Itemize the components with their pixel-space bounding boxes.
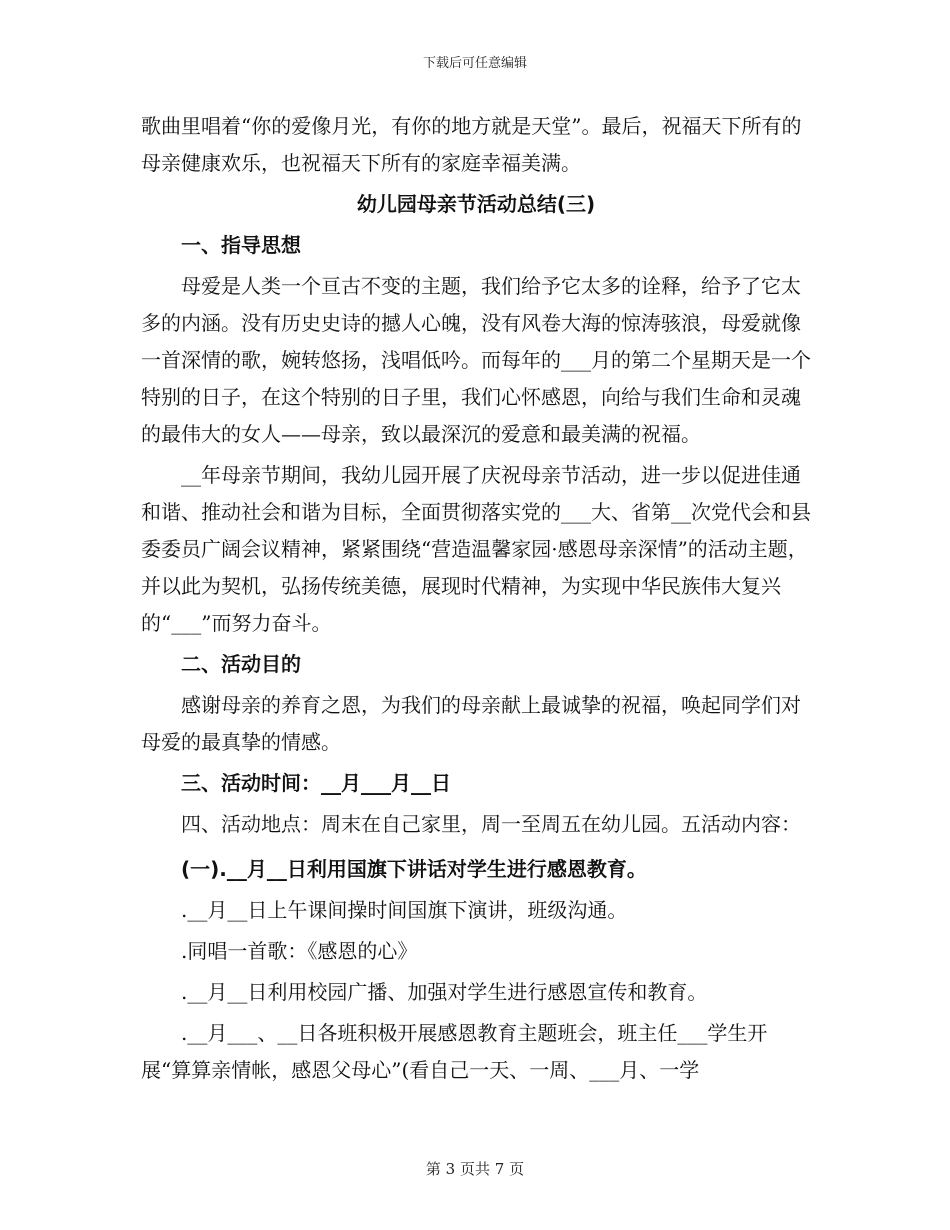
list-item: .__月__日上午课间操时间国旗下演讲，班级沟通。 [181, 898, 628, 922]
list-item: .同唱一首歌：《感恩的心》 [181, 939, 418, 963]
section-heading-2: 二、活动目的 [181, 652, 301, 676]
section-heading-1: 一、指导思想 [181, 233, 301, 257]
section1-paragraph-1: 母爱是人类一个亘古不变的主题，我们给予它太多的诠释，给予了它太多的内涵。没有历史史诗的撼人心魄，没有风卷大海的惊涛骇浪，母爱就像一首深情的歌，婉转悠扬，浅唱低吟。而每年的___月的第二个星期天是一个特别的日子，在这个特别的日子里，我们心怀感恩，向给与我们生命和灵魂的最伟大的女人——母亲，致以最深沉的爱意和最美满的祝福。 [141, 274, 811, 446]
section-heading-3: 三、活动时间：__月___月__日 [181, 771, 451, 795]
section1-paragraph-2: __年母亲节期间，我幼儿园开展了庆祝母亲节活动，进一步以促进佳通和谐、推动社会和谐为目标，全面贯彻落实党的___大、省第__次党代会和县委委员广阔会议精神，紧紧围绕“营造温馨家园·感恩母亲深情”的活动主题，并以此为契机，弘扬传统美德，展现时代精神，为实现中华民族伟大复兴的“___”而努力奋斗。 [141, 463, 811, 635]
list-item: .__月__日利用校园广播、加强对学生进行感恩宣传和教育。 [181, 980, 708, 1004]
section5-subheading-1: (一).__月__日利用国旗下讲话对学生进行感恩教育。 [181, 857, 647, 881]
intro-paragraph: 歌曲里唱着“你的爱像月光，有你的地方就是天堂”。最后，祝福天下所有的母亲健康欢乐，也祝福天下所有的家庭幸福美满。 [141, 114, 802, 175]
page-footer: 第 3 页共 7 页 [425, 1160, 525, 1178]
document-body [141, 108, 811, 1089]
section4-paragraph: 四、活动地点：周末在自己家里，周一至周五在幼儿园。五活动内容： [181, 812, 801, 836]
document-title: 幼儿园母亲节活动总结(三) [356, 192, 596, 216]
page-header: 下载后可任意编辑 [422, 56, 527, 71]
list-item: .__月___、__日各班积极开展感恩教育主题班会，班主任___学生开展“算算亲情帐，感恩父母心”(看自己一天、一周、___月、一学 [141, 1021, 768, 1082]
section2-paragraph: 感谢母亲的养育之恩，为我们的母亲献上最诚挚的祝福，唤起同学们对母爱的最真挚的情感。 [141, 693, 801, 754]
